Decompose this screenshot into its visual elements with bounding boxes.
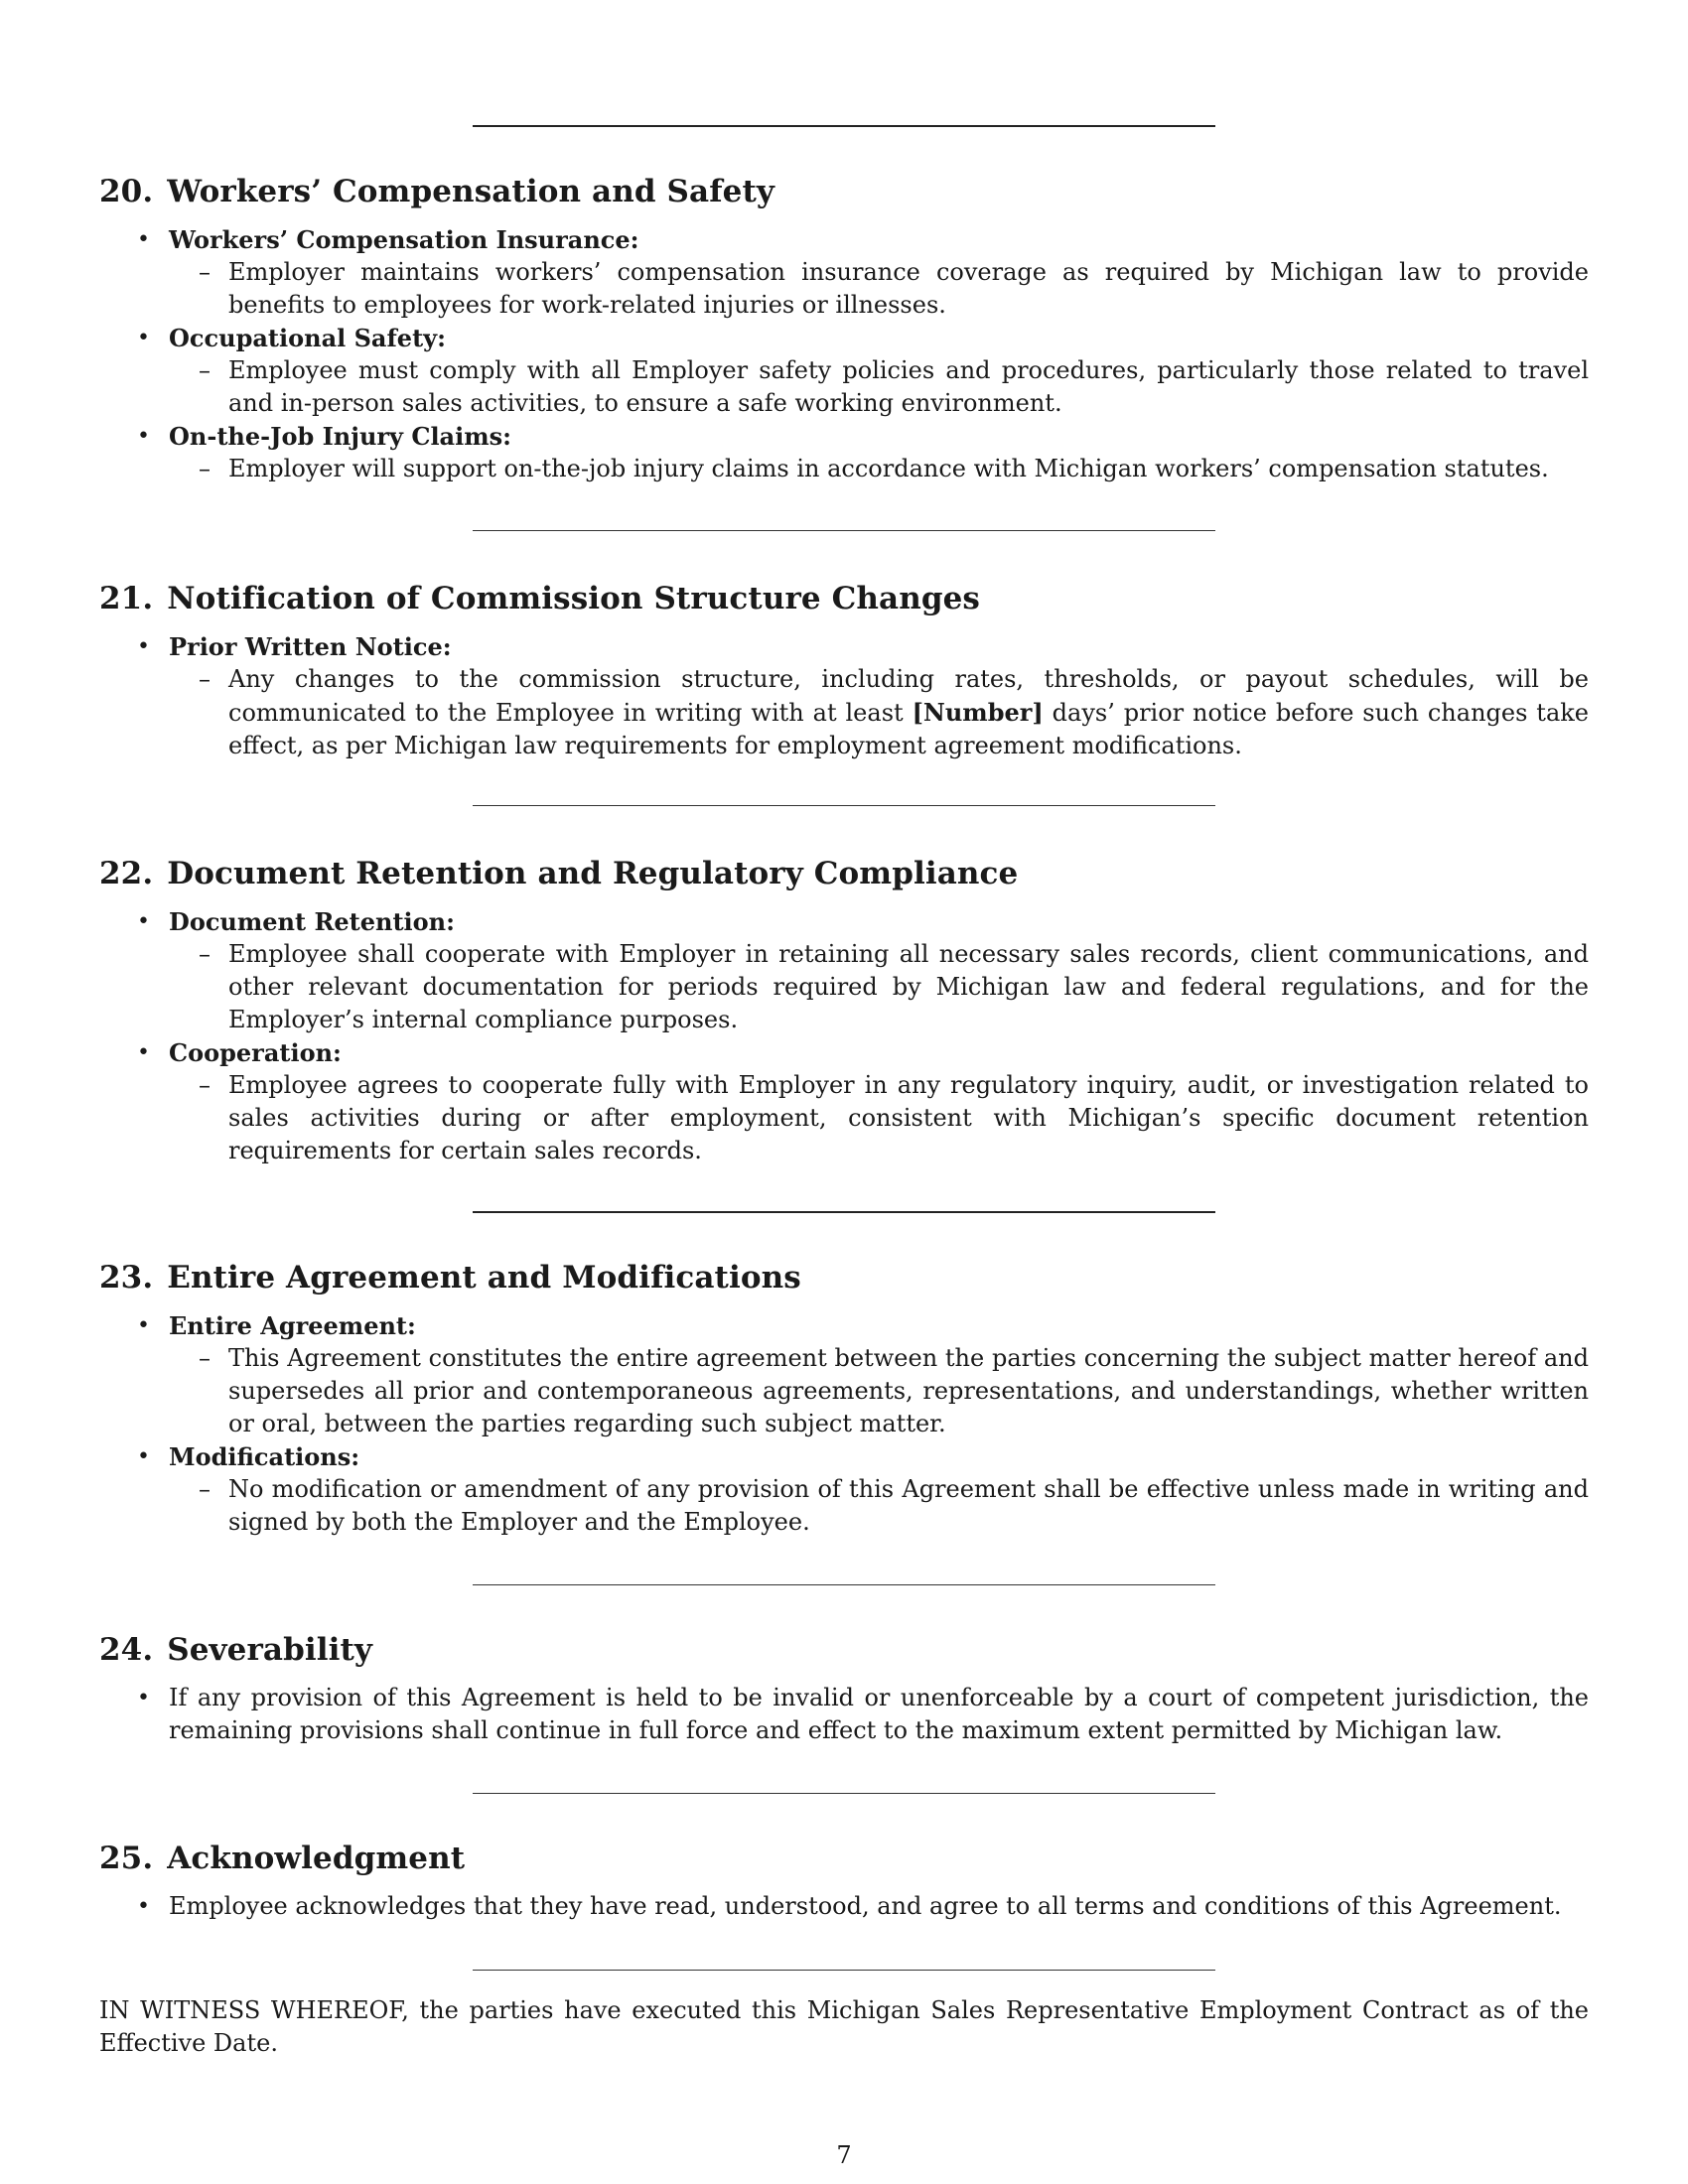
witness-clause: IN WITNESS WHEREOF, the parties have executed this Michigan Sales Representative Employment Contract as of the Effective Date. [99,1996,1589,2057]
item-label: • On-the-Job Injury Claims: [169,422,511,451]
sub-item: – Employer will support on-the-job injury claims in accordance with Michigan workers’ compensation statutes. [169,453,1589,485]
section-title: Workers’ Compensation and Safety [167,174,774,209]
section-list [99,630,1589,762]
sub-list [169,354,1589,420]
list-item: • If any provision of this Agreement is held to be invalid or unenforceable by a court of competent jurisdiction, the remaining provisions shall continue in full force and effect to the maximum extent permitted by Michigan law. [99,1682,1589,1747]
list-item [99,1309,1589,1440]
placeholder-number: [Number] [912,698,1044,727]
section-heading [99,1630,1589,1670]
sub-list [169,663,1589,762]
section-title: Entire Agreement and Modifications [167,1260,801,1296]
item-label: • Occupational Safety: [169,324,446,352]
section-22 [99,854,1589,1167]
sub-item: – Employer maintains workers’ compensation insurance coverage as required by Michigan law to provide benefits to employees for work-related injuries or illnesses. [169,256,1589,322]
list-item [99,223,1589,322]
sub-item-text: days’ prior notice before such changes take effect, as per Michigan law requirements for employment agreement modifications. [228,699,1590,759]
section-number: 24. [99,1632,154,1668]
section-23 [99,1258,1589,1539]
item-label: • Document Retention: [169,907,455,936]
sub-item: – This Agreement constitutes the entire agreement between the parties concerning the subject matter hereof and supersedes all prior and contemporaneous agreements, representations, and understandings, whether written or oral, between the parties regarding such subject matter. [169,1342,1589,1440]
section-number: 22. [99,856,154,891]
section-title: Notification of Commission Structure Changes [167,581,980,616]
section-list [99,1309,1589,1539]
section-title: Severability [167,1632,373,1668]
list-item [99,905,1589,1036]
section-heading [99,579,1589,618]
section-heading [99,172,1589,211]
section-divider [473,1970,1215,1971]
section-title: Acknowledgment [167,1841,466,1876]
section-heading [99,1839,1589,1878]
item-label: • Prior Written Notice: [169,632,452,661]
section-list [99,223,1589,485]
list-item [99,630,1589,762]
section-number: 23. [99,1260,154,1296]
section-divider [473,530,1215,531]
list-item [99,1440,1589,1539]
section-number: 20. [99,174,154,209]
section-heading [99,854,1589,893]
item-label: • Workers’ Compensation Insurance: [169,225,639,254]
sub-list [169,938,1589,1036]
item-label: • Modifications: [169,1442,360,1471]
list-item [99,1036,1589,1167]
section-list [99,1682,1589,1747]
sub-list [169,256,1589,322]
section-heading [99,1258,1589,1297]
section-24 [99,1630,1589,1747]
section-20 [99,172,1589,485]
section-divider [473,805,1215,806]
section-25 [99,1839,1589,1923]
sub-list [169,453,1589,485]
section-divider [473,1793,1215,1794]
sub-list [169,1342,1589,1440]
section-list [99,1890,1589,1923]
sub-item: – Employee must comply with all Employer safety policies and procedures, particularly those related to travel and in-person sales activities, to ensure a safe working environment. [169,354,1589,420]
section-number: 21. [99,581,154,616]
sub-item: – No modification or amendment of any provision of this Agreement shall be effective unless made in writing and signed by both the Employer and the Employee. [169,1473,1589,1539]
sub-item: – Employee agrees to cooperate fully with Employer in any regulatory inquiry, audit, or investigation related to sales activities during or after employment, consistent with Michigan’s specific document retention requirements for certain sales records. [169,1069,1589,1167]
item-label: • Cooperation: [169,1038,342,1067]
section-divider [473,1584,1215,1585]
page-number: 7 [836,2141,852,2169]
section-title: Document Retention and Regulatory Compliance [167,856,1019,891]
sub-item: – Employee shall cooperate with Employer in retaining all necessary sales records, client communications, and other relevant documentation for periods required by Michigan law and federal regulations, and for the Employer’s internal compliance purposes. [169,938,1589,1036]
section-21 [99,579,1589,762]
sub-item [169,663,1589,762]
section-divider [473,1211,1215,1213]
sub-list [169,1473,1589,1539]
section-list [99,905,1589,1167]
list-item: • Employee acknowledges that they have read, understood, and agree to all terms and conditions of this Agreement. [99,1890,1589,1923]
section-divider [473,125,1215,127]
sub-item-text: Any changes to the commission structure, including rates, thresholds, or payout schedules, will be communicated to the Employee in writing with at least [228,665,1589,727]
list-item [99,420,1589,485]
section-number: 25. [99,1841,154,1876]
document-page [99,0,1589,2184]
list-item [99,322,1589,420]
item-label: • Entire Agreement: [169,1311,416,1340]
sub-list [169,1069,1589,1167]
